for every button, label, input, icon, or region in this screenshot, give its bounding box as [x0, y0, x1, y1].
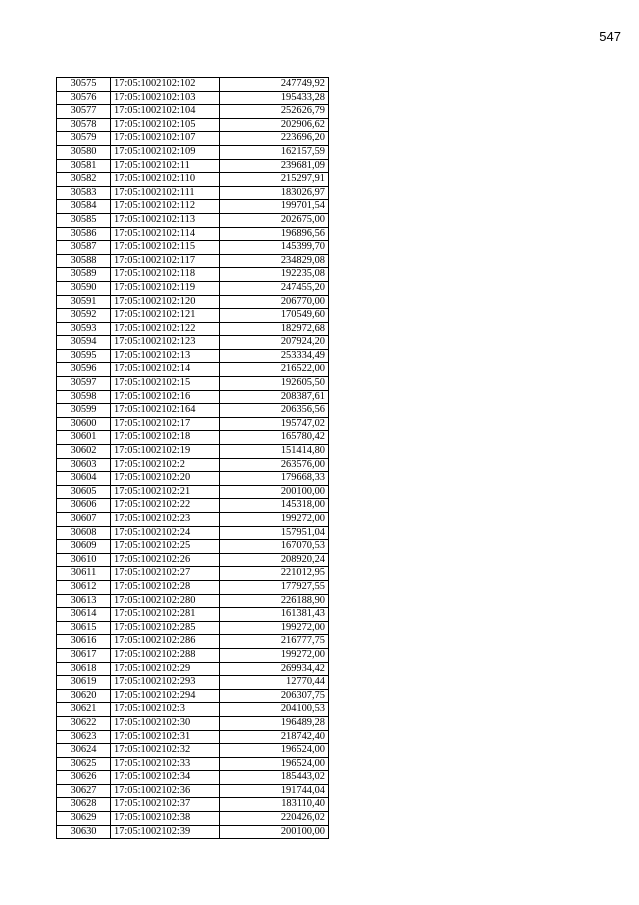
cadastral-number-cell: 17:05:1002102:13	[111, 349, 220, 363]
table-row	[57, 744, 329, 758]
cadastral-number-cell: 17:05:1002102:288	[111, 648, 220, 662]
cadastral-number-cell: 17:05:1002102:114	[111, 227, 220, 241]
cadastral-value-cell: 200100,00	[220, 825, 329, 839]
table-row	[57, 281, 329, 295]
table-row	[57, 417, 329, 431]
cadastral-value-cell: 208920,24	[220, 553, 329, 567]
table-row	[57, 227, 329, 241]
row-number-cell: 30580	[57, 145, 111, 159]
row-number-cell: 30583	[57, 186, 111, 200]
cadastral-number-cell: 17:05:1002102:26	[111, 553, 220, 567]
table-row	[57, 703, 329, 717]
cadastral-value-cell: 263576,00	[220, 458, 329, 472]
table-row	[57, 567, 329, 581]
cadastral-number-cell: 17:05:1002102:3	[111, 703, 220, 717]
table-row	[57, 485, 329, 499]
row-number-cell: 30582	[57, 173, 111, 187]
cadastral-value-cell: 195433,28	[220, 91, 329, 105]
row-number-cell: 30576	[57, 91, 111, 105]
cadastral-value-cell: 253334,49	[220, 349, 329, 363]
cadastral-value-cell: 202906,62	[220, 118, 329, 132]
cadastral-number-cell: 17:05:1002102:117	[111, 254, 220, 268]
row-number-cell: 30587	[57, 241, 111, 255]
row-number-cell: 30627	[57, 784, 111, 798]
row-number-cell: 30611	[57, 567, 111, 581]
cadastral-number-cell: 17:05:1002102:119	[111, 281, 220, 295]
cadastral-value-cell: 216777,75	[220, 635, 329, 649]
cadastral-number-cell: 17:05:1002102:122	[111, 322, 220, 336]
cadastral-number-cell: 17:05:1002102:104	[111, 105, 220, 119]
cadastral-number-cell: 17:05:1002102:281	[111, 608, 220, 622]
cadastral-number-cell: 17:05:1002102:120	[111, 295, 220, 309]
cadastral-value-cell: 145318,00	[220, 499, 329, 513]
cadastral-number-cell: 17:05:1002102:29	[111, 662, 220, 676]
cadastral-value-cell: 234829,08	[220, 254, 329, 268]
table-row	[57, 186, 329, 200]
table-row	[57, 594, 329, 608]
cadastral-value-cell: 161381,43	[220, 608, 329, 622]
table-row	[57, 322, 329, 336]
cadastral-number-cell: 17:05:1002102:24	[111, 526, 220, 540]
table-row	[57, 812, 329, 826]
cadastral-number-cell: 17:05:1002102:109	[111, 145, 220, 159]
table-row	[57, 676, 329, 690]
row-number-cell: 30619	[57, 676, 111, 690]
cadastral-value-table	[56, 77, 329, 839]
table-row	[57, 213, 329, 227]
cadastral-number-cell: 17:05:1002102:112	[111, 200, 220, 214]
row-number-cell: 30584	[57, 200, 111, 214]
row-number-cell: 30593	[57, 322, 111, 336]
cadastral-number-cell: 17:05:1002102:21	[111, 485, 220, 499]
table-row	[57, 173, 329, 187]
cadastral-number-cell: 17:05:1002102:115	[111, 241, 220, 255]
table-row	[57, 689, 329, 703]
row-number-cell: 30614	[57, 608, 111, 622]
cadastral-number-cell: 17:05:1002102:2	[111, 458, 220, 472]
cadastral-number-cell: 17:05:1002102:36	[111, 784, 220, 798]
cadastral-number-cell: 17:05:1002102:285	[111, 621, 220, 635]
table-row	[57, 295, 329, 309]
cadastral-number-cell: 17:05:1002102:294	[111, 689, 220, 703]
row-number-cell: 30598	[57, 390, 111, 404]
cadastral-value-cell: 183110,40	[220, 798, 329, 812]
cadastral-number-cell: 17:05:1002102:30	[111, 716, 220, 730]
cadastral-number-cell: 17:05:1002102:121	[111, 309, 220, 323]
table-row	[57, 145, 329, 159]
cadastral-value-cell: 182972,68	[220, 322, 329, 336]
cadastral-value-cell: 191744,04	[220, 784, 329, 798]
table-row	[57, 377, 329, 391]
table-row	[57, 472, 329, 486]
row-number-cell: 30590	[57, 281, 111, 295]
table-row	[57, 200, 329, 214]
cadastral-number-cell: 17:05:1002102:286	[111, 635, 220, 649]
row-number-cell: 30608	[57, 526, 111, 540]
row-number-cell: 30605	[57, 485, 111, 499]
table-body	[57, 78, 329, 839]
cadastral-number-cell: 17:05:1002102:123	[111, 336, 220, 350]
cadastral-number-cell: 17:05:1002102:107	[111, 132, 220, 146]
cadastral-number-cell: 17:05:1002102:25	[111, 540, 220, 554]
table-row	[57, 349, 329, 363]
row-number-cell: 30609	[57, 540, 111, 554]
table-row	[57, 309, 329, 323]
row-number-cell: 30585	[57, 213, 111, 227]
cadastral-number-cell: 17:05:1002102:16	[111, 390, 220, 404]
cadastral-number-cell: 17:05:1002102:38	[111, 812, 220, 826]
cadastral-number-cell: 17:05:1002102:31	[111, 730, 220, 744]
cadastral-value-cell: 202675,00	[220, 213, 329, 227]
cadastral-value-cell: 199272,00	[220, 621, 329, 635]
cadastral-value-cell: 208387,61	[220, 390, 329, 404]
cadastral-value-cell: 215297,91	[220, 173, 329, 187]
table-row	[57, 621, 329, 635]
cadastral-value-cell: 170549,60	[220, 309, 329, 323]
cadastral-number-cell: 17:05:1002102:164	[111, 404, 220, 418]
cadastral-number-cell: 17:05:1002102:11	[111, 159, 220, 173]
row-number-cell: 30615	[57, 621, 111, 635]
cadastral-value-cell: 199272,00	[220, 648, 329, 662]
cadastral-value-cell: 226188,90	[220, 594, 329, 608]
row-number-cell: 30579	[57, 132, 111, 146]
table-row	[57, 784, 329, 798]
row-number-cell: 30603	[57, 458, 111, 472]
cadastral-number-cell: 17:05:1002102:34	[111, 771, 220, 785]
row-number-cell: 30601	[57, 431, 111, 445]
table-row	[57, 662, 329, 676]
cadastral-value-cell: 185443,02	[220, 771, 329, 785]
row-number-cell: 30613	[57, 594, 111, 608]
table-row	[57, 404, 329, 418]
cadastral-number-cell: 17:05:1002102:32	[111, 744, 220, 758]
cadastral-value-cell: 218742,40	[220, 730, 329, 744]
row-number-cell: 30581	[57, 159, 111, 173]
cadastral-number-cell: 17:05:1002102:105	[111, 118, 220, 132]
table-row	[57, 757, 329, 771]
table-row	[57, 635, 329, 649]
cadastral-value-cell: 177927,55	[220, 580, 329, 594]
table-row	[57, 241, 329, 255]
cadastral-value-cell: 239681,09	[220, 159, 329, 173]
cadastral-value-cell: 192605,50	[220, 377, 329, 391]
cadastral-value-cell: 247749,92	[220, 78, 329, 92]
cadastral-number-cell: 17:05:1002102:23	[111, 513, 220, 527]
cadastral-number-cell: 17:05:1002102:103	[111, 91, 220, 105]
cadastral-number-cell: 17:05:1002102:37	[111, 798, 220, 812]
cadastral-value-cell: 199272,00	[220, 513, 329, 527]
row-number-cell: 30596	[57, 363, 111, 377]
table-row	[57, 390, 329, 404]
cadastral-number-cell: 17:05:1002102:293	[111, 676, 220, 690]
row-number-cell: 30620	[57, 689, 111, 703]
row-number-cell: 30621	[57, 703, 111, 717]
cadastral-value-cell: 206307,75	[220, 689, 329, 703]
row-number-cell: 30606	[57, 499, 111, 513]
table-row	[57, 431, 329, 445]
row-number-cell: 30599	[57, 404, 111, 418]
table-row	[57, 499, 329, 513]
cadastral-value-cell: 162157,59	[220, 145, 329, 159]
table-row	[57, 268, 329, 282]
cadastral-value-cell: 179668,33	[220, 472, 329, 486]
cadastral-number-cell: 17:05:1002102:102	[111, 78, 220, 92]
cadastral-value-cell: 151414,80	[220, 445, 329, 459]
table-row	[57, 730, 329, 744]
cadastral-value-cell: 216522,00	[220, 363, 329, 377]
row-number-cell: 30578	[57, 118, 111, 132]
cadastral-number-cell: 17:05:1002102:280	[111, 594, 220, 608]
row-number-cell: 30624	[57, 744, 111, 758]
cadastral-number-cell: 17:05:1002102:28	[111, 580, 220, 594]
page-number: 547	[599, 29, 621, 44]
cadastral-value-cell: 165780,42	[220, 431, 329, 445]
cadastral-number-cell: 17:05:1002102:118	[111, 268, 220, 282]
row-number-cell: 30630	[57, 825, 111, 839]
table-row	[57, 363, 329, 377]
row-number-cell: 30629	[57, 812, 111, 826]
cadastral-value-cell: 247455,20	[220, 281, 329, 295]
cadastral-value-cell: 199701,54	[220, 200, 329, 214]
table-row	[57, 445, 329, 459]
cadastral-value-cell: 200100,00	[220, 485, 329, 499]
cadastral-value-cell: 269934,42	[220, 662, 329, 676]
row-number-cell: 30586	[57, 227, 111, 241]
table-row	[57, 798, 329, 812]
row-number-cell: 30602	[57, 445, 111, 459]
row-number-cell: 30610	[57, 553, 111, 567]
table-row	[57, 513, 329, 527]
table-row	[57, 580, 329, 594]
table-row	[57, 132, 329, 146]
table-row	[57, 105, 329, 119]
cadastral-value-cell: 252626,79	[220, 105, 329, 119]
cadastral-number-cell: 17:05:1002102:22	[111, 499, 220, 513]
cadastral-number-cell: 17:05:1002102:19	[111, 445, 220, 459]
row-number-cell: 30592	[57, 309, 111, 323]
cadastral-number-cell: 17:05:1002102:20	[111, 472, 220, 486]
cadastral-value-cell: 221012,95	[220, 567, 329, 581]
cadastral-value-cell: 204100,53	[220, 703, 329, 717]
row-number-cell: 30622	[57, 716, 111, 730]
row-number-cell: 30618	[57, 662, 111, 676]
table-row	[57, 118, 329, 132]
cadastral-number-cell: 17:05:1002102:33	[111, 757, 220, 771]
row-number-cell: 30617	[57, 648, 111, 662]
row-number-cell: 30594	[57, 336, 111, 350]
row-number-cell: 30577	[57, 105, 111, 119]
cadastral-number-cell: 17:05:1002102:14	[111, 363, 220, 377]
cadastral-value-cell: 196896,56	[220, 227, 329, 241]
cadastral-value-cell: 183026,97	[220, 186, 329, 200]
row-number-cell: 30612	[57, 580, 111, 594]
cadastral-value-cell: 220426,02	[220, 812, 329, 826]
row-number-cell: 30588	[57, 254, 111, 268]
row-number-cell: 30591	[57, 295, 111, 309]
cadastral-number-cell: 17:05:1002102:17	[111, 417, 220, 431]
row-number-cell: 30625	[57, 757, 111, 771]
cadastral-value-cell: 192235,08	[220, 268, 329, 282]
cadastral-value-cell: 145399,70	[220, 241, 329, 255]
cadastral-value-cell: 157951,04	[220, 526, 329, 540]
row-number-cell: 30604	[57, 472, 111, 486]
cadastral-number-cell: 17:05:1002102:110	[111, 173, 220, 187]
row-number-cell: 30589	[57, 268, 111, 282]
cadastral-value-cell: 223696,20	[220, 132, 329, 146]
table-row	[57, 78, 329, 92]
cadastral-value-cell: 207924,20	[220, 336, 329, 350]
row-number-cell: 30600	[57, 417, 111, 431]
table-row	[57, 771, 329, 785]
cadastral-value-cell: 196524,00	[220, 757, 329, 771]
row-number-cell: 30595	[57, 349, 111, 363]
cadastral-value-cell: 196489,28	[220, 716, 329, 730]
cadastral-value-cell: 206356,56	[220, 404, 329, 418]
table-row	[57, 648, 329, 662]
cadastral-number-cell: 17:05:1002102:111	[111, 186, 220, 200]
row-number-cell: 30626	[57, 771, 111, 785]
row-number-cell: 30597	[57, 377, 111, 391]
table-row	[57, 716, 329, 730]
cadastral-number-cell: 17:05:1002102:113	[111, 213, 220, 227]
cadastral-value-cell: 196524,00	[220, 744, 329, 758]
table-row	[57, 254, 329, 268]
cadastral-value-cell: 167070,53	[220, 540, 329, 554]
cadastral-number-cell: 17:05:1002102:15	[111, 377, 220, 391]
cadastral-value-cell: 195747,02	[220, 417, 329, 431]
table-row	[57, 540, 329, 554]
row-number-cell: 30623	[57, 730, 111, 744]
table-row	[57, 91, 329, 105]
table-row	[57, 526, 329, 540]
table-row	[57, 159, 329, 173]
table-row	[57, 336, 329, 350]
cadastral-number-cell: 17:05:1002102:27	[111, 567, 220, 581]
cadastral-value-cell: 12770,44	[220, 676, 329, 690]
row-number-cell: 30575	[57, 78, 111, 92]
cadastral-number-cell: 17:05:1002102:39	[111, 825, 220, 839]
cadastral-number-cell: 17:05:1002102:18	[111, 431, 220, 445]
cadastral-value-cell: 206770,00	[220, 295, 329, 309]
row-number-cell: 30628	[57, 798, 111, 812]
table-row	[57, 458, 329, 472]
row-number-cell: 30607	[57, 513, 111, 527]
row-number-cell: 30616	[57, 635, 111, 649]
table-row	[57, 825, 329, 839]
table-row	[57, 553, 329, 567]
table-row	[57, 608, 329, 622]
